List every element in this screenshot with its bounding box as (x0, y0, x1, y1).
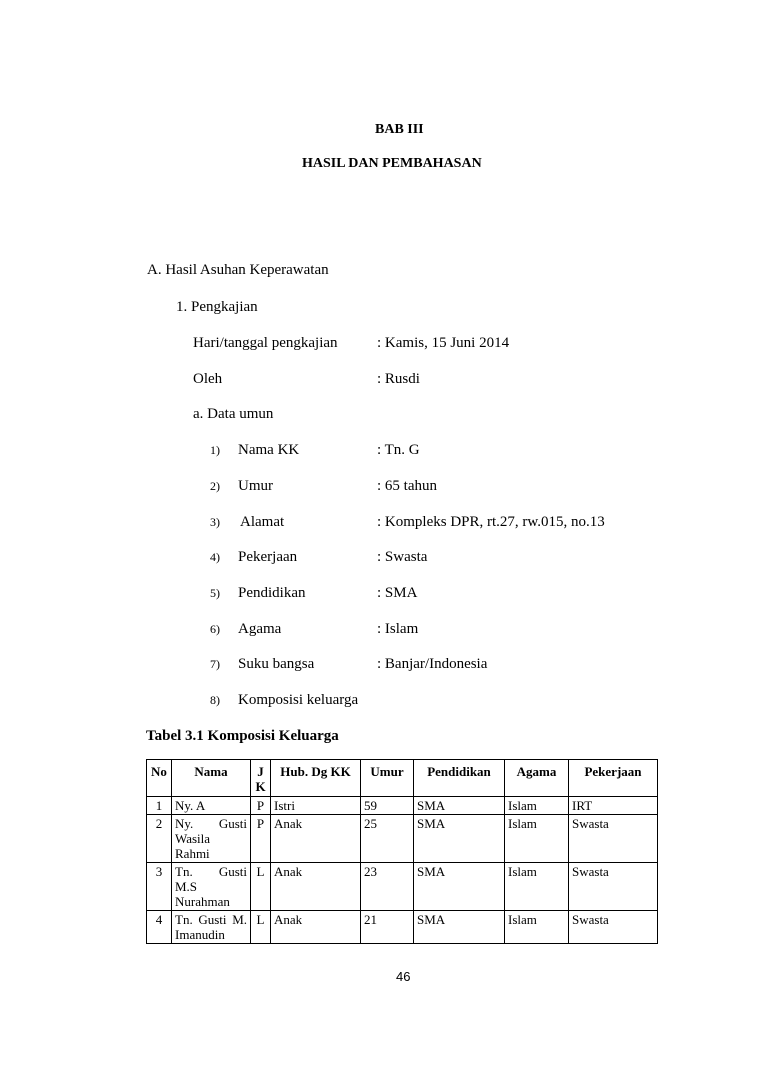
item-label: Pendidikan (238, 585, 306, 601)
item-label: Pekerjaan (238, 549, 298, 565)
cell-nama: Tn. Gusti M.S Nurahman (172, 863, 251, 911)
cell-jk: L (251, 911, 271, 944)
header-pendidikan: Pendidikan (414, 760, 505, 797)
item-number: 5) (210, 586, 220, 600)
cell-jk: P (251, 815, 271, 863)
family-composition-table (146, 759, 658, 944)
cell-pekerjaan: Swasta (569, 911, 658, 944)
cell-no: 1 (147, 797, 172, 815)
item-value: : Banjar/Indonesia (377, 656, 488, 672)
table-row (147, 815, 658, 863)
cell-hub: Anak (271, 863, 361, 911)
cell-nama: Tn. Gusti M. Imanudin (172, 911, 251, 944)
cell-pekerjaan: Swasta (569, 815, 658, 863)
cell-nama: Ny. Gusti Wasila Rahmi (172, 815, 251, 863)
cell-hub: Anak (271, 911, 361, 944)
table-caption: Tabel 3.1 Komposisi Keluarga (146, 728, 339, 744)
cell-no: 3 (147, 863, 172, 911)
cell-no: 4 (147, 911, 172, 944)
item-number: 8) (210, 693, 220, 707)
info-label-date: Hari/tanggal pengkajian (193, 335, 338, 351)
item-value: : 65 tahun (377, 478, 437, 494)
cell-umur: 59 (361, 797, 414, 815)
item-number: 1) (210, 443, 220, 457)
item-number: 7) (210, 657, 220, 671)
cell-pendidikan: SMA (414, 863, 505, 911)
chapter-title: HASIL DAN PEMBAHASAN (302, 156, 482, 171)
info-value-by: : Rusdi (377, 371, 420, 387)
section-heading: A. Hasil Asuhan Keperawatan (147, 262, 329, 278)
cell-pendidikan: SMA (414, 797, 505, 815)
info-label-by: Oleh (193, 371, 223, 387)
item-label: Nama KK (238, 442, 300, 458)
page-number: 46 (396, 969, 411, 984)
item-value: : SMA (377, 585, 418, 601)
header-jk: JK (251, 760, 271, 797)
table-row (147, 911, 658, 944)
table-row (147, 797, 658, 815)
item-value: : Swasta (377, 549, 428, 565)
cell-agama: Islam (505, 911, 569, 944)
item-number: 2) (210, 479, 220, 493)
item-label: Umur (238, 478, 273, 494)
cell-agama: Islam (505, 815, 569, 863)
cell-jk: P (251, 797, 271, 815)
item-label: Suku bangsa (238, 656, 315, 672)
item-number: 3) (210, 515, 220, 529)
item-number: 6) (210, 622, 220, 636)
cell-no: 2 (147, 815, 172, 863)
item-label: Komposisi keluarga (238, 692, 359, 708)
cell-pekerjaan: IRT (569, 797, 658, 815)
table-header-row (147, 760, 658, 797)
cell-agama: Islam (505, 797, 569, 815)
item-value: : Islam (377, 621, 419, 637)
data-umum-heading: a. Data umun (193, 406, 274, 422)
cell-pendidikan: SMA (414, 911, 505, 944)
item-label: Alamat (240, 514, 285, 530)
subsection-heading: 1. Pengkajian (176, 299, 258, 315)
header-pekerjaan: Pekerjaan (569, 760, 658, 797)
cell-pekerjaan: Swasta (569, 863, 658, 911)
header-hub: Hub. Dg KK (271, 760, 361, 797)
header-no: No (147, 760, 172, 797)
table-row (147, 863, 658, 911)
item-value: : Kompleks DPR, rt.27, rw.015, no.13 (377, 514, 605, 530)
item-value: : Tn. G (377, 442, 420, 458)
cell-umur: 25 (361, 815, 414, 863)
cell-jk: L (251, 863, 271, 911)
item-number: 4) (210, 550, 220, 564)
cell-umur: 21 (361, 911, 414, 944)
chapter-label: BAB III (375, 122, 424, 137)
cell-hub: Anak (271, 815, 361, 863)
header-nama: Nama (172, 760, 251, 797)
info-value-date: : Kamis, 15 Juni 2014 (377, 335, 510, 351)
cell-agama: Islam (505, 863, 569, 911)
cell-hub: Istri (271, 797, 361, 815)
cell-umur: 23 (361, 863, 414, 911)
header-agama: Agama (505, 760, 569, 797)
header-umur: Umur (361, 760, 414, 797)
item-label: Agama (238, 621, 282, 637)
cell-nama: Ny. A (172, 797, 251, 815)
cell-pendidikan: SMA (414, 815, 505, 863)
